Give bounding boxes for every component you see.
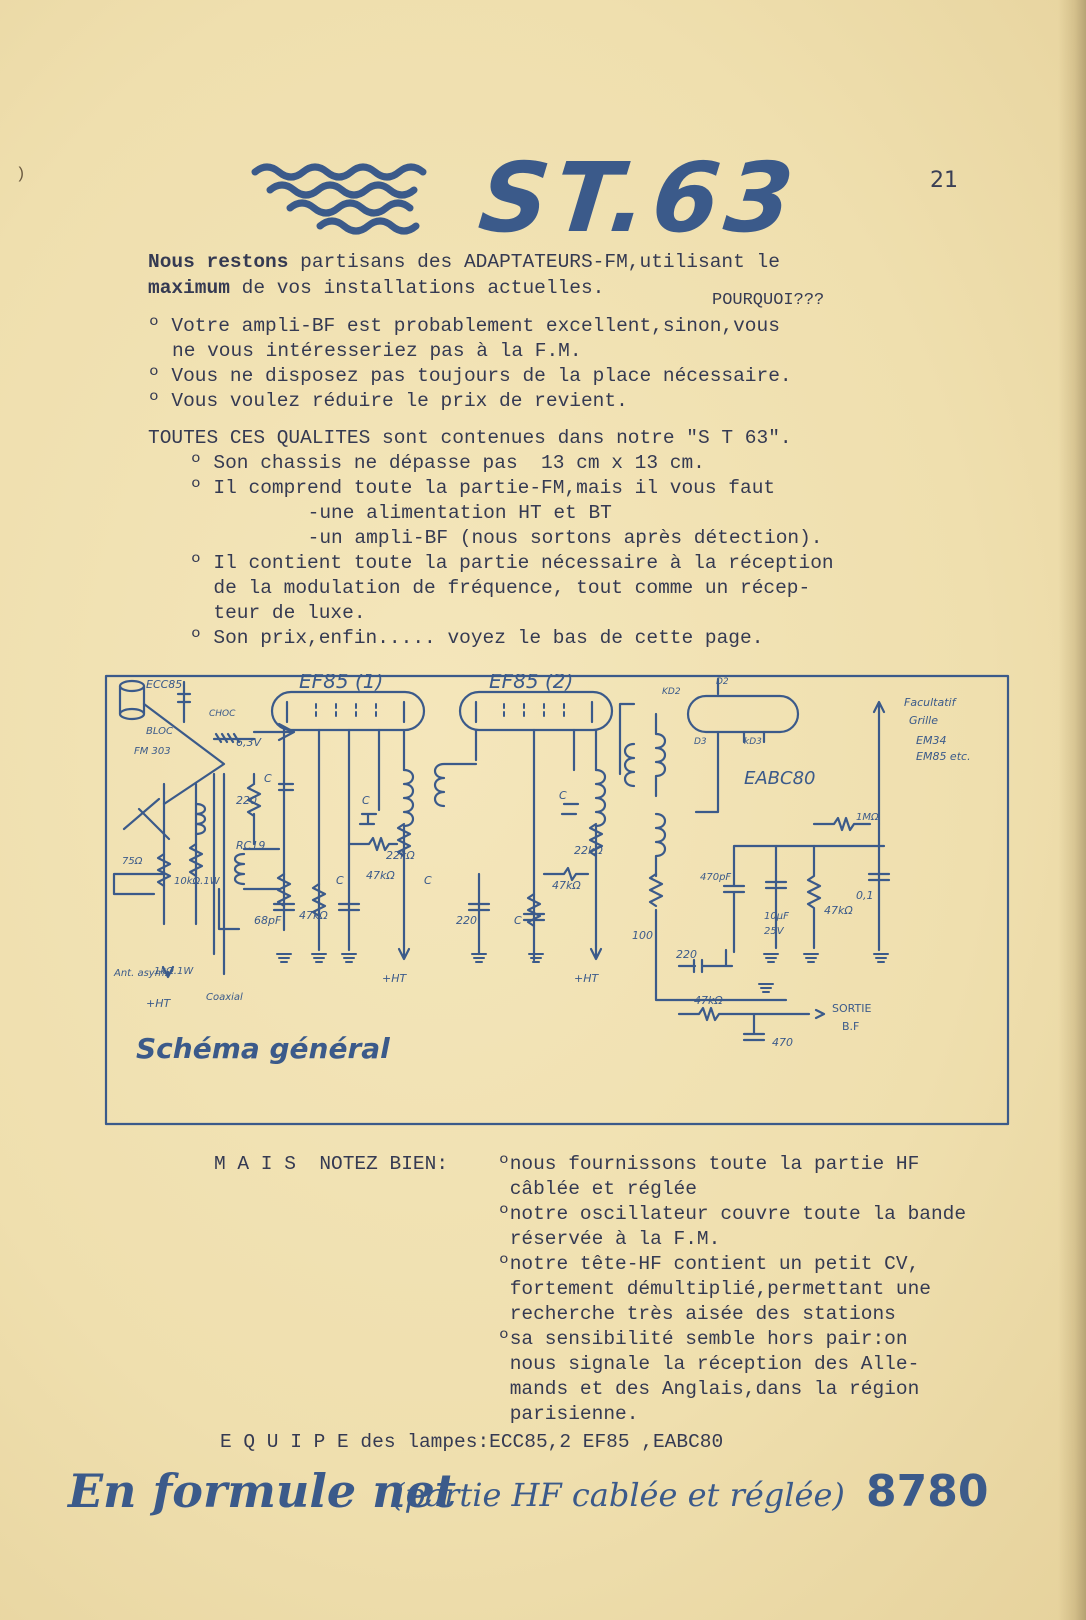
equipe-label: E Q U I P E <box>220 1431 349 1453</box>
pourquoi-text: POURQUOI??? <box>712 291 825 310</box>
quality-line: º Il comprend toute la partie-FM,mais il vous faut <box>190 477 776 499</box>
label-kd2: KD2 <box>662 687 681 697</box>
label-47k-e: 47kΩ <box>694 994 723 1007</box>
label-470: 470 <box>772 1036 793 1049</box>
label-ht-1: +HT <box>382 972 407 985</box>
quality-line: º Son prix,enfin..... voyez le bas de cette page. <box>190 627 764 649</box>
label-em85: EM85 etc. <box>916 750 971 763</box>
label-bf: B.F <box>842 1020 860 1033</box>
quality-line: de la modulation de fréquence, tout comme un récep- <box>190 577 811 599</box>
reason-bullet: º <box>148 365 160 387</box>
note-line: parisienne. <box>498 1403 639 1425</box>
reason-bullet: º <box>148 390 160 412</box>
label-cb1: C <box>362 794 370 807</box>
reason-text: Vous ne disposez pas toujours de la place nécessaire. <box>171 365 792 387</box>
note-line: ºsa sensibilité semble hors pair:on <box>498 1328 908 1350</box>
note-line: mands et des Anglais,dans la région <box>498 1378 920 1400</box>
label-22k-b: 22kΩ <box>574 844 603 857</box>
label-eabc80: EABC80 <box>744 768 816 789</box>
label-ecc85: ECC85 <box>146 678 183 691</box>
label-01: 0,1 <box>856 889 874 902</box>
quality-line: º Il contient toute la partie nécessaire à la réception <box>190 552 834 574</box>
intro-rest-2: de vos installations actuelles. <box>229 277 605 299</box>
equipe-text: des lampes:ECC85,2 EF85 ,EABC80 <box>348 1431 724 1453</box>
intro-line-1 <box>148 250 780 275</box>
label-d2: D2 <box>716 677 729 687</box>
reason-text: Votre ampli-BF est probablement excellent,sinon,vous <box>171 315 780 337</box>
note-line: ºnous fournissons toute la partie HF <box>498 1153 920 1175</box>
label-cb2: C <box>336 874 344 887</box>
label-47k-c: 47kΩ <box>552 879 581 892</box>
reason-text: Vous voulez réduire le prix de revient. <box>171 390 628 412</box>
label-68pf: 68pF <box>254 914 282 927</box>
qualities-heading: TOUTES CES QUALITES sont contenues dans notre "S T 63". <box>148 427 792 449</box>
label-cb3: C <box>424 874 432 887</box>
label-ef85-2: EF85 (2) <box>489 674 574 693</box>
label-47k-b: 47kΩ <box>366 869 395 882</box>
note-line: nous signale la réception des Alle- <box>498 1353 920 1375</box>
label-47k-a: 47kΩ <box>299 909 328 922</box>
label-25v: 25V <box>764 926 784 937</box>
label-220b: 220 <box>456 914 477 927</box>
label-ef85-1: EF85 (1) <box>299 674 384 693</box>
label-75ohm: 75Ω <box>122 856 143 867</box>
label-em34: EM34 <box>916 734 947 747</box>
label-ant-asym: Ant. asym. <box>114 968 168 979</box>
note-line: câblée et réglée <box>498 1178 697 1200</box>
intro-rest-1: partisans des ADAPTATEURS-FM,utilisant le <box>288 251 780 273</box>
label-1mr: 1MΩ <box>856 812 879 823</box>
quality-line: teur de luxe. <box>190 602 366 624</box>
schematic-title: Schéma général <box>136 1032 390 1065</box>
notes-label: M A I S NOTEZ BIEN: <box>214 1153 449 1175</box>
label-47k-d: 47kΩ <box>824 904 853 917</box>
label-10k-1w: 10kΩ.1W <box>174 876 220 887</box>
quality-line: º Son chassis ne dépasse pas 13 cm x 13 cm. <box>190 452 705 474</box>
label-220c: 220 <box>676 948 697 961</box>
price-paren: (partie HF cablée et réglée) <box>392 1476 845 1514</box>
equipe-line <box>220 1430 723 1455</box>
quality-line: -une alimentation HT et BT <box>214 502 612 524</box>
label-sortie: SORTIE <box>832 1002 872 1015</box>
margin-mark: ) <box>16 165 26 183</box>
label-fm303: FM 303 <box>134 746 171 757</box>
intro-bold-2: maximum <box>148 277 230 299</box>
page-edge <box>1058 0 1086 1620</box>
label-cb4: C <box>514 914 522 927</box>
label-facultatif: Facultatif <box>904 696 956 709</box>
label-kd3: kD3 <box>744 737 762 747</box>
label-coaxial: Coaxial <box>206 992 243 1003</box>
waves-logo <box>250 158 460 238</box>
reason-item <box>148 314 780 339</box>
label-63v: 6,3V <box>236 736 262 749</box>
label-220a: 220 <box>236 794 257 807</box>
note-line: réservée à la F.M. <box>498 1228 721 1250</box>
brand-title: ST.63 <box>474 142 805 254</box>
label-ht-2: +HT <box>574 972 599 985</box>
label-grille: Grille <box>909 714 938 727</box>
label-cb5: C <box>559 789 567 802</box>
quality-line: -un ampli-BF (nous sortons après détection). <box>214 527 823 549</box>
price-formula: En formule net <box>68 1464 457 1518</box>
circuit-schematic <box>104 674 1012 1130</box>
label-c1: C <box>264 772 272 785</box>
note-line: ºnotre oscillateur couvre toute la bande <box>498 1203 967 1225</box>
label-choc: CHOC <box>209 709 236 719</box>
label-ht-3: +HT <box>146 997 171 1010</box>
label-470pf: 470pF <box>700 872 732 883</box>
label-rc19: RC19 <box>236 839 266 852</box>
note-line: fortement démultiplié,permettant une <box>498 1278 931 1300</box>
label-bloc: BLOC <box>146 726 173 737</box>
note-line: recherche très aisée des stations <box>498 1303 896 1325</box>
label-10uf: 10μF <box>764 911 789 922</box>
reason-text: ne vous intéresseriez pas à la F.M. <box>172 340 582 362</box>
label-1k-1w: 1kΩ.1W <box>154 966 194 977</box>
price-amount: 8780 <box>866 1466 989 1517</box>
note-line: ºnotre tête-HF contient un petit CV, <box>498 1253 920 1275</box>
reason-bullet: º <box>148 315 160 337</box>
intro-bold-1: Nous restons <box>148 251 289 273</box>
reason-item <box>148 389 628 414</box>
label-100: 100 <box>632 929 653 942</box>
page-number: 21 <box>930 168 958 193</box>
reason-item <box>172 339 582 364</box>
intro-line-2 <box>148 276 604 301</box>
label-d3: D3 <box>694 737 707 747</box>
label-22k-a: 22kΩ <box>386 849 415 862</box>
reason-item <box>148 364 792 389</box>
